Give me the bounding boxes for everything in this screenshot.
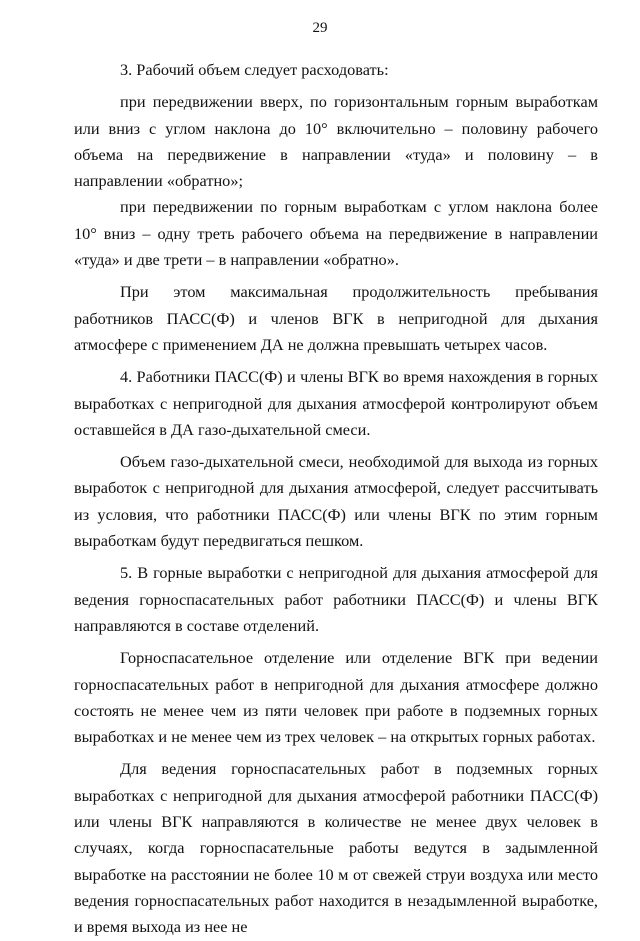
paragraph-gas-volume-calculation: Объем газо-дыхательной смеси, необходимой для выхода из горных выработок с непригодной для дыхания атмосферой, следует рассчитывать из условия, что работники ПАСС(Ф) или члены ВГК по этим горным выработкам будут передвигаться пешком.	[74, 452, 598, 551]
paragraph-item-4-gas-control: 4. Работники ПАСС(Ф) и члены ВГК во время нахождения в горных выработках с непригодной для дыхания атмосферой контролируют объем оставшейся в ДА газо-дыхательной смеси.	[74, 367, 598, 439]
paragraph-squad-size: Горноспасательное отделение или отделение ВГК при ведении горноспасательных работ в непригодной для дыхания атмосфере должно состоять не менее чем из пяти человек при работе в подземных горных выработках и не менее чем из трех человек – на открытых горных работах.	[74, 648, 598, 747]
paragraph-item-3-heading: 3. Рабочий объем следует расходовать:	[120, 60, 389, 79]
paragraph-upward-horizontal-movement: при передвижении вверх, по горизонтальным горным выработкам или вниз с углом наклона до 10° включительно – половину рабочего объема на передвижение в направлении «туда» и половину – в направлении «обратно»;	[74, 92, 598, 191]
page-number: 29	[312, 20, 328, 36]
paragraph-downward-movement: при передвижении по горным выработкам с углом наклона более 10° вниз – одну треть рабочего объема на передвижение в направлении «туда» и две трети – в направлении «обратно».	[74, 197, 598, 270]
document-body	[74, 57, 598, 937]
paragraph-item-5-squads: 5. В горные выработки с непригодной для дыхания атмосферой для ведения горноспасательных работ работники ПАСС(Ф) и члены ВГК направляются в составе отделений.	[74, 563, 598, 635]
paragraph-max-duration: При этом максимальная продолжительность пребывания работников ПАСС(Ф) и членов ВГК в непригодной для дыхания атмосфере с применением ДА не должна превышать четырех часов.	[74, 282, 598, 354]
paragraph-two-person-cases: Для ведения горноспасательных работ в подземных горных выработках с непригодной для дыхания атмосферой работники ПАСС(Ф) или члены ВГК направляются в количестве не менее двух человек в случаях, когда горноспасательные работы ведутся в задымленной выработке на расстоянии не более 10 м от свежей струи воздуха или место ведения горноспасательных работ находится в незадымленной выработке, и время выхода из нее не	[74, 759, 598, 937]
